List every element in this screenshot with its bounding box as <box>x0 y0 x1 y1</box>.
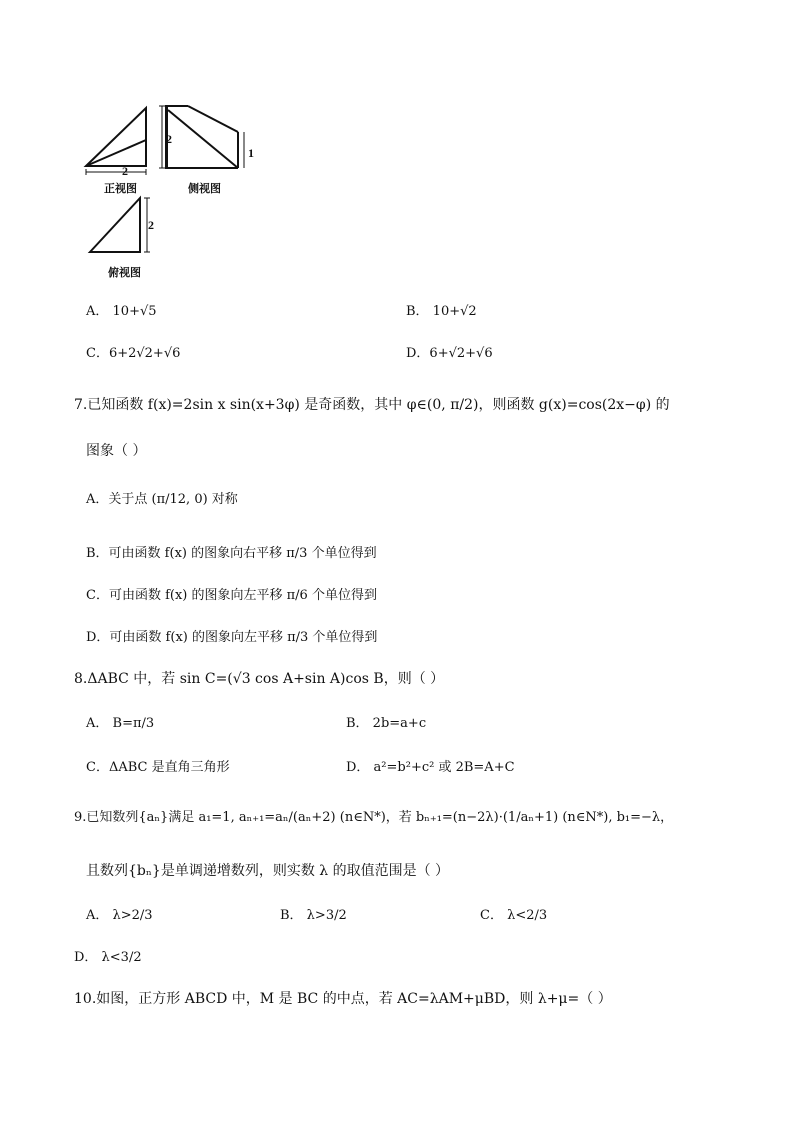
q9-stem-cont: 且数列{bₙ}是单调递增数列，则实数 λ 的取值范围是（ ） <box>86 863 450 879</box>
q9-option-b: B． λ>3/2 <box>280 908 347 923</box>
q7-option-d: D．可由函数 f(x) 的图象向左平移 π/3 个单位得到 <box>86 630 378 645</box>
front-view-label: 正视图 <box>104 182 137 195</box>
q8-option-d: D． a²=b²+c² 或 2B=A+C <box>346 760 515 775</box>
q7-option-a: A．关于点 (π/12, 0) 对称 <box>86 492 238 507</box>
q6-option-a: A． 10+√5 <box>86 304 157 319</box>
side-dim-2: 2 <box>166 132 172 146</box>
q8-option-b: B． 2b=a+c <box>346 716 427 731</box>
side-dim-1: 1 <box>248 146 254 160</box>
q9-option-a: A． λ>2/3 <box>86 908 153 923</box>
side-view-label: 侧视图 <box>188 182 221 195</box>
q8-option-a: A． B=π/3 <box>86 716 155 731</box>
top-view-label: 俯视图 <box>108 266 141 279</box>
q7-stem: 7.已知函数 f(x)=2sin x sin(x+3φ) 是奇函数，其中 φ∈(0, π/2)，则函数 g(x)=cos(2x−φ) 的 <box>74 397 670 413</box>
q8-option-c: C．ΔABC 是直角三角形 <box>86 760 230 775</box>
top-dim-2: 2 <box>148 218 154 232</box>
q8-stem: 8.ΔABC 中，若 sin C=(√3 cos A+sin A)cos B，则（ ） <box>74 671 445 687</box>
top-view <box>90 198 150 252</box>
front-view <box>86 108 146 175</box>
q6-option-c: C．6+2√2+√6 <box>86 346 181 361</box>
front-dim-2: 2 <box>122 164 128 178</box>
q9-option-c: C． λ<2/3 <box>480 908 548 923</box>
q9-stem: 9.已知数列{aₙ}满足 a₁=1, aₙ₊₁=aₙ/(aₙ+2) (n∈N*)，若 bₙ₊₁=(n−2λ)·(1/aₙ+1) (n∈N*), b₁=−λ， <box>74 810 674 825</box>
q7-option-c: C．可由函数 f(x) 的图象向左平移 π/6 个单位得到 <box>86 588 377 603</box>
q7-option-b: B．可由函数 f(x) 的图象向右平移 π/3 个单位得到 <box>86 546 377 561</box>
q7-stem-cont: 图象（ ） <box>86 443 147 459</box>
q10-stem: 10.如图，正方形 ABCD 中，M 是 BC 的中点，若 AC=λAM+μBD，则 λ+μ=（ ） <box>74 991 612 1007</box>
q6-option-d: D．6+√2+√6 <box>406 346 493 361</box>
q9-option-d: D． λ<3/2 <box>74 950 142 965</box>
q6-option-b: B． 10+√2 <box>406 304 477 319</box>
